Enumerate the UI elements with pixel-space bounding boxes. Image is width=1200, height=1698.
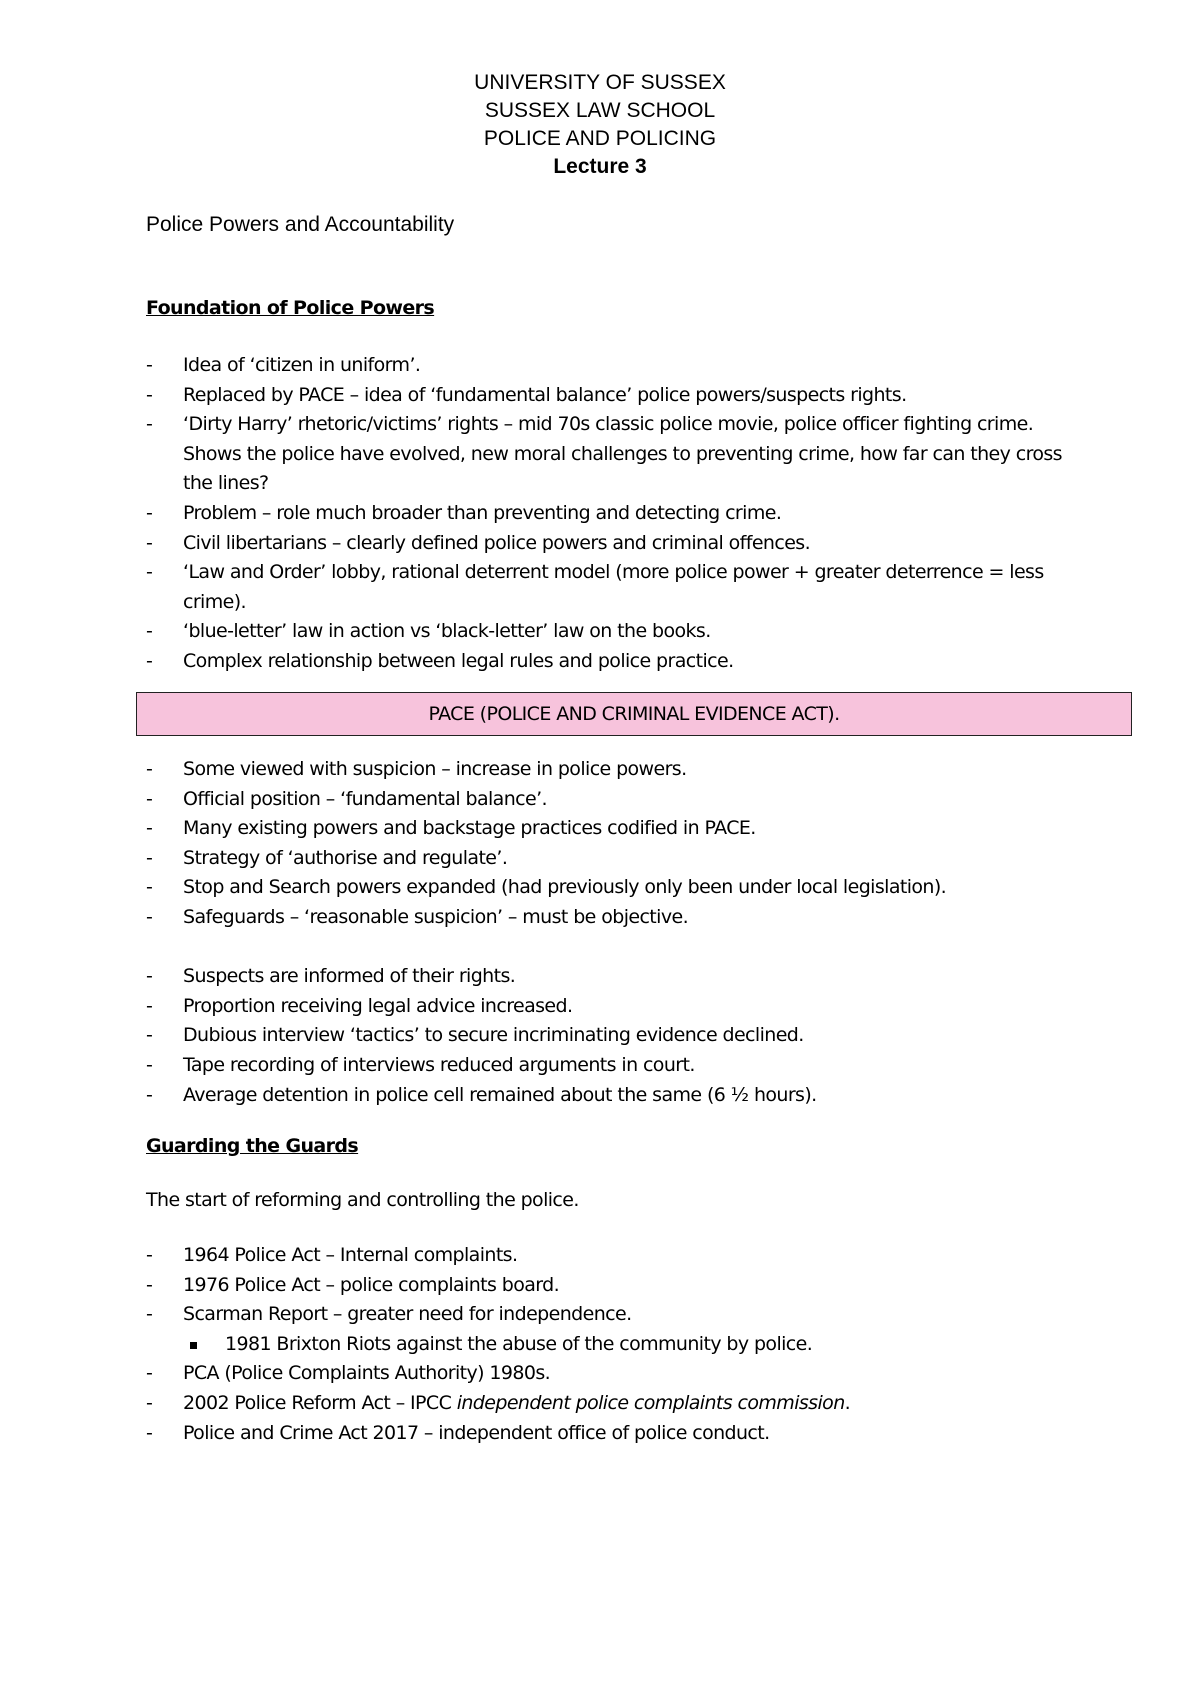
list-item: - Complex relationship between legal rules and police practice.	[146, 649, 734, 672]
list-item: - ‘Law and Order’ lobby, rational deterrent model (more police power + greater deterrence = less crime).	[146, 561, 1044, 613]
list-item: - Scarman Report – greater need for independence.	[146, 1303, 632, 1326]
pace-list	[146, 755, 1066, 1110]
list-item: - Tape recording of interviews reduced arguments in court.	[146, 1053, 695, 1076]
list-sub-item: 1981 Brixton Riots against the abuse of the community by police.	[146, 1330, 1066, 1360]
section-heading-guarding: Guarding the Guards	[146, 1135, 359, 1157]
document-header	[0, 69, 1200, 181]
list-item: - ‘blue-letter’ law in action vs ‘black-letter’ law on the books.	[146, 620, 711, 643]
pace-banner-text: PACE (POLICE AND CRIMINAL EVIDENCE ACT).	[428, 703, 840, 725]
list-item: - Strategy of ‘authorise and regulate’.	[146, 846, 508, 869]
list-item: - Safeguards – ‘reasonable suspicion’ – must be objective.	[146, 905, 689, 928]
list-item: - ‘Dirty Harry’ rhetoric/victims’ rights – mid 70s classic police movie, police officer fighting crime. Shows the police have evolved, new moral challenges to preventing crime, how far can they cross the lines?	[146, 413, 1062, 495]
list-item: - Official position – ‘fundamental balance’.	[146, 787, 547, 810]
list-item: - 2002 Police Reform Act – IPCC independent police complaints commission.	[146, 1391, 851, 1414]
list-item: - Problem – role much broader than preventing and detecting crime.	[146, 501, 782, 524]
section-heading-foundation: Foundation of Police Powers	[146, 297, 435, 319]
document-title: Police Powers and Accountability	[146, 213, 455, 236]
header-lecture: Lecture 3	[553, 155, 647, 178]
list-item: - Proportion receiving legal advice increased.	[146, 994, 573, 1017]
list-item: - Civil libertarians – clearly defined police powers and criminal offences.	[146, 531, 811, 554]
guarding-list	[146, 1241, 1066, 1448]
square-bullet-icon	[190, 1342, 197, 1349]
list-item: - Idea of ‘citizen in uniform’.	[146, 354, 421, 376]
list-item: - Police and Crime Act 2017 – independent office of police conduct.	[146, 1421, 770, 1444]
guarding-intro: The start of reforming and controlling the police.	[146, 1189, 579, 1211]
list-item: - Some viewed with suspicion – increase in police powers.	[146, 758, 687, 780]
list-item: - 1976 Police Act – police complaints board.	[146, 1273, 560, 1296]
list-item: - Many existing powers and backstage practices codified in PACE.	[146, 817, 756, 840]
list-item: - Suspects are informed of their rights.	[146, 965, 516, 988]
list-item: - Stop and Search powers expanded (had previously only been under local legislation).	[146, 876, 947, 899]
list-item: - Replaced by PACE – idea of ‘fundamental balance’ police powers/suspects rights.	[146, 383, 907, 406]
header-university: UNIVERSITY OF SUSSEX	[474, 71, 726, 94]
header-course: POLICE AND POLICING	[483, 127, 717, 150]
list-item: - PCA (Police Complaints Authority) 1980s.	[146, 1362, 551, 1385]
list-item: - Dubious interview ‘tactics’ to secure incriminating evidence declined.	[146, 1024, 804, 1047]
pace-banner	[136, 692, 1132, 736]
list-item: - 1964 Police Act – Internal complaints.	[146, 1244, 518, 1266]
list-item: - Average detention in police cell remained about the same (6 ½ hours).	[146, 1083, 817, 1106]
header-school: SUSSEX LAW SCHOOL	[484, 99, 716, 122]
foundation-list	[146, 351, 1066, 677]
